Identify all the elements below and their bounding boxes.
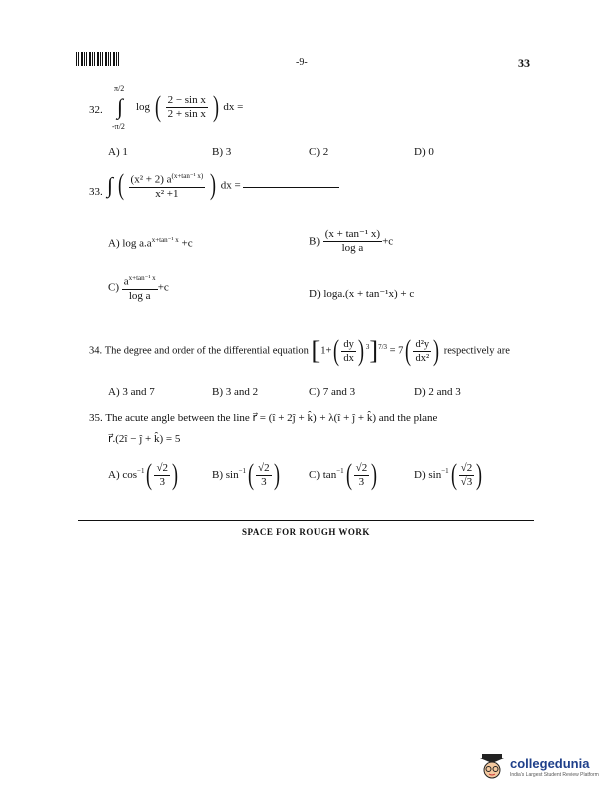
q33-numerator <box>129 170 206 188</box>
logo-name: collegedunia <box>510 756 590 771</box>
q35-number: 35. <box>89 412 103 424</box>
q34-text: The degree and order of the differential equation <box>104 345 309 357</box>
q35-option-a-lparen: ( <box>146 458 153 491</box>
q35-option-b-label: B) <box>212 469 223 481</box>
q35-option-b-fraction <box>256 462 272 489</box>
q34-eq-den2: dx² <box>415 352 430 364</box>
q35-option-c-den: 3 <box>358 475 365 488</box>
q34-right-paren: ) <box>357 334 364 367</box>
q32-lower-limit: -π/2 <box>112 122 125 131</box>
q32-upper-limit: π/2 <box>114 84 125 93</box>
q34-equals: = 7 <box>389 345 404 357</box>
collegedunia-logo-icon <box>478 752 506 785</box>
q35-and-plane: and the plane <box>378 412 438 424</box>
q33-left-paren: ( <box>117 168 124 202</box>
q33-option-c <box>108 272 169 303</box>
q34-eq-num2: d²y <box>415 338 430 350</box>
q32-number: 32. <box>89 104 103 116</box>
q33-option-a-sup: x+tan⁻¹ x <box>151 236 179 244</box>
page-marker: -9- <box>296 57 308 68</box>
q32-integral-sign: ∫ <box>117 94 124 119</box>
q33-option-c-tail: +c <box>157 281 169 294</box>
q34-fraction-2 <box>413 338 431 365</box>
q35-option-d-label: D) <box>414 469 426 481</box>
q35-option-d-lparen: ( <box>450 458 457 491</box>
q35-option-b <box>212 460 282 490</box>
q35-option-d-den: √3 <box>460 475 473 488</box>
rough-work-divider <box>78 520 534 521</box>
q33-right-paren: ) <box>209 168 216 202</box>
logo-tagline: India's Largest Student Review Platform <box>510 772 599 778</box>
q33-number: 33. <box>89 186 103 198</box>
q35-option-b-inv: −1 <box>238 466 247 475</box>
q33-option-c-fraction <box>122 272 158 303</box>
q33-tail: dx = <box>220 179 244 192</box>
q35-option-a <box>108 460 180 490</box>
q32-log: log <box>136 101 151 113</box>
q32-fraction <box>166 94 208 121</box>
q35-line-eq: r⃗ = (î + 2ĵ + k̂) + λ(î + ĵ + k̂) <box>252 412 376 424</box>
q35-option-c-num: √2 <box>355 461 368 474</box>
q35-option-a-num: √2 <box>156 461 169 474</box>
q34-right-paren-2: ) <box>433 334 440 367</box>
q33-option-c-num-sup: x+tan⁻¹ x <box>128 274 156 282</box>
q35-option-b-fn: sin <box>225 469 239 481</box>
q33-answer-blank <box>243 179 339 188</box>
q35-option-b-den: 3 <box>261 475 267 488</box>
q35-option-d-rparen: ) <box>476 458 483 491</box>
q34-eq-one: 1+ <box>320 345 332 357</box>
q35-option-a-den: 3 <box>159 475 165 488</box>
q34-outer-exp: 7/3 <box>378 342 388 351</box>
q33-option-c-den: log a <box>128 289 151 302</box>
q35-line-1 <box>89 411 437 424</box>
q35-option-c-fraction <box>354 462 370 489</box>
q35-option-a-fn: cos <box>122 469 138 481</box>
q35-option-d <box>414 460 484 490</box>
q33-option-d: D) loga.(x + tan⁻¹x) + c <box>309 288 415 300</box>
q32-left-paren: ( <box>154 90 161 123</box>
q33-option-b-tail: +c <box>382 235 394 248</box>
q35-option-a-inv: −1 <box>137 466 145 475</box>
q34-left-paren: ( <box>333 334 340 367</box>
q34-fraction <box>341 338 356 365</box>
q32-option-d: D) 0 <box>414 146 434 158</box>
q35-option-d-fn: sin <box>428 469 442 481</box>
q34-eq-den: dx <box>343 352 354 364</box>
q33-integral-sign: ∫ <box>107 172 114 198</box>
q35-option-a-label: A) <box>108 469 120 481</box>
q32-option-b: B) 3 <box>212 146 232 158</box>
q33-option-b <box>309 228 393 255</box>
q35-option-d-num: √2 <box>460 461 473 474</box>
q35-option-d-fraction <box>459 462 475 489</box>
q35-option-a-fraction <box>154 462 170 489</box>
q34-line <box>89 336 510 366</box>
q35-option-a-rparen: ) <box>172 458 179 491</box>
sheet-number: 33 <box>518 56 530 70</box>
q33-option-a-tail: +c <box>178 237 193 250</box>
q33-integrand <box>107 170 339 201</box>
q34-option-b: B) 3 and 2 <box>212 386 259 398</box>
q33-num-base: (x² + 2) a <box>130 173 172 186</box>
q33-option-b-num: (x + tan⁻¹ x) <box>324 228 381 240</box>
q33-option-b-fraction <box>323 228 382 255</box>
q32-right-paren: ) <box>212 90 219 123</box>
q35-option-c <box>309 460 379 490</box>
q35-option-d-inv: −1 <box>441 466 449 475</box>
q35-option-c-label: C) <box>309 469 320 481</box>
q33-option-a-base: A) log a.a <box>108 237 152 250</box>
q34-option-a: A) 3 and 7 <box>108 386 155 398</box>
q34-option-c: C) 7 and 3 <box>309 386 356 398</box>
q32-denominator: 2 + sin x <box>167 107 206 120</box>
q32-tail: dx = <box>223 101 244 113</box>
q34-inner-exp: 3 <box>365 342 370 351</box>
q35-text: The acute angle between the line <box>105 412 250 424</box>
q33-option-c-num <box>122 272 158 290</box>
q32-numerator: 2 − sin x <box>167 93 206 106</box>
q33-fraction <box>129 170 206 201</box>
q32-integrand <box>136 92 243 122</box>
q32-option-a: A) 1 <box>108 146 128 158</box>
q33-denominator: x² +1 <box>155 187 179 200</box>
q35-option-c-fn: tan <box>322 469 337 481</box>
q34-tail: respectively are <box>443 345 510 357</box>
q35-option-c-inv: −1 <box>336 466 344 475</box>
q33-option-b-den: log a <box>341 242 364 254</box>
q34-option-d: D) 2 and 3 <box>414 386 461 398</box>
q33-num-sup: (x+tan⁻¹ x) <box>171 172 204 180</box>
q34-left-bracket: [ <box>311 336 321 365</box>
q33-option-a <box>108 236 193 250</box>
q35-option-b-rparen: ) <box>273 458 280 491</box>
q33-option-c-num-base: a <box>123 275 129 288</box>
q32-option-c: C) 2 <box>309 146 329 158</box>
q35-plane-eq: r⃗.(2î − ĵ + k̂) = 5 <box>108 433 181 445</box>
q34-right-bracket: ] <box>369 336 379 365</box>
q35-option-c-rparen: ) <box>371 458 378 491</box>
q34-left-paren-2: ( <box>405 334 412 367</box>
q35-option-b-num: √2 <box>258 461 270 474</box>
q33-option-c-label: C) <box>108 281 119 294</box>
rough-work-label: SPACE FOR ROUGH WORK <box>242 527 370 537</box>
q34-eq-num: dy <box>343 338 354 350</box>
q33-option-b-label: B) <box>309 235 320 248</box>
barcode <box>76 52 120 66</box>
q34-number: 34. <box>89 345 103 357</box>
q35-option-c-lparen: ( <box>345 458 352 491</box>
q35-option-b-lparen: ( <box>248 458 255 491</box>
